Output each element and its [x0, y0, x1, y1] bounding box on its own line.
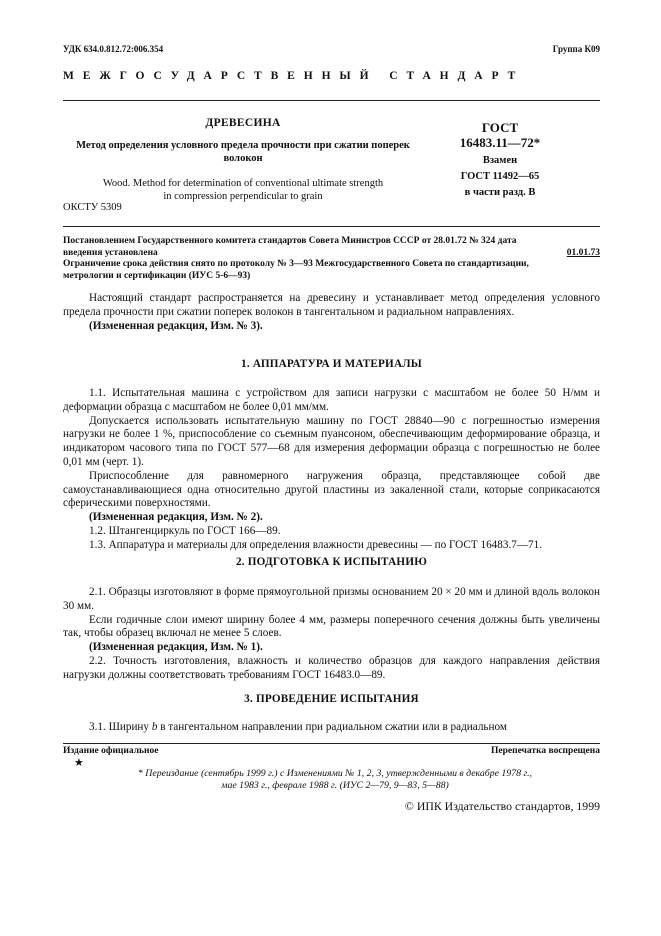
intro-section [63, 292, 600, 333]
decree-line-2 [63, 248, 600, 260]
intro-paragraph: Настоящий стандарт распространяется на древесину и устанавливает метод определения условного предела прочности при сжатии поперек волокон в тангентальном и радиальном направлениях. [63, 292, 600, 318]
standard-banner: МЕЖГОСУДАРСТВЕННЫЙ СТАНДАРТ [63, 70, 525, 82]
section-1-heading: 1. АППАРАТУРА И МАТЕРИАЛЫ [241, 358, 422, 370]
clause-3-1-prefix: 3.1. Ширину [89, 721, 152, 733]
title-rule [63, 226, 600, 227]
clause-1-1-alt: Допускается использовать испытательную машину по ГОСТ 28840—90 с погрешностью измерения нагрузки не более 1 %, приспособление со съемным пуансоном, обеспечивающим деформирование образца, и индикатором часового типа по ГОСТ 577—68 для измерения деформации образца с погрешностью не более 0,01 мм (черт. 1). [63, 414, 600, 468]
replaces-part: в части разд. В [464, 187, 536, 198]
clause-3-1-suffix: в тангентальном направлении при радиальном сжатии или в радиальном [157, 721, 507, 733]
decree-block [63, 236, 600, 282]
decree-date: 01.01.73 [566, 247, 600, 258]
clause-1-2: 1.2. Штангенциркуль по ГОСТ 166—89. [89, 524, 281, 537]
section-3-body [63, 721, 600, 735]
star-mark: ★ [74, 757, 84, 769]
intro-amendment-note: (Измененная редакция, Изм. № 3). [89, 319, 263, 332]
section-2-heading: 2. ПОДГОТОВКА К ИСПЫТАНИЮ [235, 556, 428, 568]
document-title: ДРЕВЕСИНА [205, 117, 281, 129]
reissue-note-line-2: мае 1983 г., феврале 1988 г. (ИУС 2—79, 9—83, 5—88) [221, 780, 449, 791]
reissue-note-line-1: * Переиздание (сентябрь 1999 г.) с Изменениями № 1, 2, 3, утвержденными в декабре 1978 г., [137, 768, 533, 779]
header-rule [63, 100, 600, 101]
clause-2-2: 2.2. Точность изготовления, влажность и количество образцов для каждого направления действия нагрузки должны соответствовать требованиям ГОСТ 16483.0—89. [63, 654, 600, 681]
reprint-prohibited-label: Перепечатка воспрещена [490, 746, 600, 756]
replaces-gost: ГОСТ 11492—65 [460, 171, 540, 182]
clause-3-1 [63, 721, 600, 735]
decree-line-3: Ограничение срока действия снято по протоколу № 3—93 Межгосударственного Совета по стандартизации, [63, 259, 529, 269]
copyright: © ИПК Издательство стандартов, 1999 [404, 799, 600, 813]
width-variable: b [151, 721, 158, 733]
section-2-body [63, 586, 600, 683]
document-subtitle-en [63, 178, 423, 203]
section-1-body [63, 387, 600, 553]
group-code: Группа К09 [552, 44, 600, 54]
okstu-code: ОКСТУ 5309 [63, 202, 122, 213]
footer-rule [63, 743, 600, 744]
clause-1-3: 1.3. Аппаратура и материалы для определения влажности древесины — по ГОСТ 16483.7—71. [89, 538, 543, 551]
clause-2-1-rings: Если годичные слои имеют ширину более 4 мм, размеры поперечного сечения должны быть увеличены так, чтобы образец включал не менее 5 слоев. [63, 613, 600, 640]
decree-line-1: Постановлением Государственного комитета стандартов Совета Министров СССР от 28.01.72 № 324 дата [63, 236, 517, 246]
subtitle-en-line-1: Wood. Method for determination of conventional ultimate strength [102, 178, 384, 189]
clause-2-1: 2.1. Образцы изготовляют в форме прямоугольной призмы основанием 20 × 20 мм и длиной вдоль волокон 30 мм. [63, 586, 600, 612]
official-edition-label: Издание официальное [63, 746, 159, 756]
reissue-note [80, 768, 590, 792]
clause-2-1-amendment: (Измененная редакция, Изм. № 1). [89, 641, 263, 654]
udk-code: УДК 634.0.812.72:006.354 [63, 44, 164, 54]
subtitle-en-line-2: in compression perpendicular to grain [163, 190, 323, 202]
clause-1-1: 1.1. Испытательная машина с устройством для записи нагрузки с масштабом не более 50 Н/мм и деформации образца с масштабом не более 0,01 мм/мм. [63, 387, 600, 413]
gost-number: 16483.11—72* [459, 135, 541, 150]
clause-1-1-amendment: (Измененная редакция, Изм. № 2). [89, 511, 263, 524]
decree-line-4: метрологии и сертификации (ИУС 5-6—93) [63, 270, 251, 281]
replaces-label: Взамен [482, 155, 518, 166]
gost-label: ГОСТ [481, 120, 519, 135]
document-subtitle-ru: Метод определения условного предела прочности при сжатии поперек волокон [76, 140, 410, 164]
clause-1-1-fixture: Приспособление для равномерного нагружения образца, представляющее собой две самоустанавливающиеся одна относительно другой пластины из закаленной стали, которые соприкасаются сферическими поверхностями. [63, 469, 600, 510]
decree-intro-label: введения установлена [63, 247, 158, 258]
section-3-heading: 3. ПРОВЕДЕНИЕ ИСПЫТАНИЯ [244, 693, 419, 705]
